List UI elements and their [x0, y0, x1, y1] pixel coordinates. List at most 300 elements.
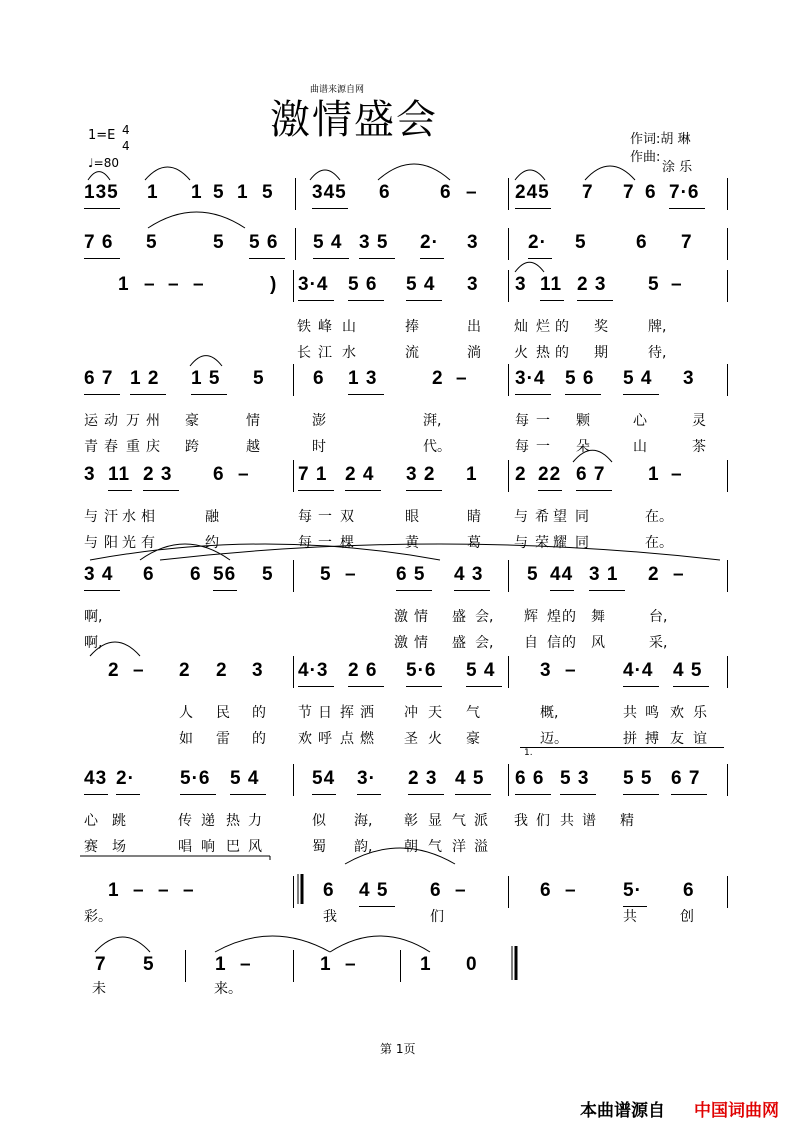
beam-underline	[298, 490, 334, 491]
beam-underline	[623, 794, 659, 795]
note: 6	[313, 368, 325, 389]
note: 1	[320, 954, 332, 975]
lyric-syllable: 力	[248, 813, 262, 829]
note: 11	[108, 464, 131, 485]
note: 5 4	[230, 768, 260, 789]
note: 44	[550, 564, 574, 585]
note: 345	[312, 182, 347, 203]
lyric-syllable: 颗	[576, 413, 590, 429]
lyric-syllable: 每	[298, 509, 312, 525]
lyric-syllable: 显	[428, 813, 442, 829]
slur-arc	[310, 170, 340, 180]
lyric-syllable: 一	[536, 439, 550, 455]
note: –	[673, 564, 685, 585]
lyric-syllable: 赛	[84, 839, 98, 855]
lyric-syllable: 时	[312, 439, 326, 455]
beam-underline	[180, 794, 216, 795]
lyric-syllable: 呼	[318, 731, 332, 747]
lyric-syllable: 响	[201, 839, 215, 855]
note: )	[270, 274, 278, 295]
note: 1 5	[191, 368, 221, 389]
lyric-syllable: 约	[205, 535, 219, 551]
lyric-syllable: 如	[179, 731, 193, 747]
lyric-syllable: 灵	[692, 413, 706, 429]
note: 7 1	[298, 464, 328, 485]
footer-source-label: 本曲谱源自	[580, 1101, 665, 1121]
lyric-line-verse-1	[0, 606, 790, 624]
note: 2	[108, 660, 120, 681]
lyricist-credit: 作词:胡 琳	[630, 132, 691, 147]
lyric-syllable: 盛	[452, 635, 466, 651]
lyric-syllable: 长	[297, 345, 311, 361]
note: 5 4	[623, 368, 653, 389]
note: 1	[466, 464, 478, 485]
barline	[727, 178, 728, 210]
lyric-syllable: 的	[252, 731, 266, 747]
beam-underline	[348, 686, 384, 687]
beam-underline	[515, 394, 551, 395]
note: 6	[213, 464, 225, 485]
note: 2 6	[348, 660, 378, 681]
volta-bracket-line	[520, 747, 724, 748]
barline	[508, 228, 509, 260]
lyric-syllable: 风	[591, 635, 605, 651]
source-watermark: 曲谱来源自网	[310, 85, 365, 95]
note: 5	[213, 182, 225, 203]
score-row	[0, 272, 790, 306]
lyric-syllable: 谊	[693, 731, 707, 747]
beam-underline	[191, 394, 227, 395]
note: 6 7	[576, 464, 606, 485]
lyric-syllable: 民	[216, 705, 230, 721]
note: –	[133, 880, 145, 901]
note: 2 3	[143, 464, 173, 485]
note: –	[671, 274, 683, 295]
lyric-syllable: 山	[633, 439, 647, 455]
note: 6	[636, 232, 648, 253]
lyric-syllable: 会,	[475, 609, 494, 625]
lyric-syllable: 江	[318, 345, 332, 361]
lyric-syllable: 鸣	[645, 705, 659, 721]
note: 6	[143, 564, 155, 585]
lyric-syllable: 火	[514, 345, 528, 361]
lyric-syllable: 牌,	[648, 319, 667, 335]
beam-underline	[454, 590, 490, 591]
lyric-line-verse-2	[0, 436, 790, 454]
barline	[293, 460, 294, 492]
note: 4 3	[454, 564, 484, 585]
beam-underline	[345, 490, 381, 491]
note: 2	[432, 368, 444, 389]
lyric-syllable: 溢	[474, 839, 488, 855]
note: 245	[515, 182, 550, 203]
beam-underline	[406, 300, 442, 301]
beam-underline	[406, 686, 442, 687]
note: 4·4	[623, 660, 654, 681]
footer-site-name: 中国词曲网	[694, 1101, 779, 1121]
note: 3	[252, 660, 264, 681]
lyric-syllable: 火	[428, 731, 442, 747]
lyric-syllable: 共	[623, 909, 637, 925]
note: 1 3	[348, 368, 378, 389]
note: 3	[467, 274, 479, 295]
note: 1 2	[130, 368, 160, 389]
barline	[508, 364, 509, 396]
note: 6	[440, 182, 452, 203]
note: 1	[108, 880, 120, 901]
note: 5·6	[406, 660, 437, 681]
lyric-syllable: 似	[312, 813, 326, 829]
beam-underline	[669, 208, 705, 209]
note: 1	[191, 182, 203, 203]
lyric-syllable: 耀	[553, 535, 567, 551]
barline	[295, 228, 296, 260]
lyric-syllable: 气	[428, 839, 442, 855]
lyric-syllable: 重	[126, 439, 140, 455]
beam-underline	[84, 794, 108, 795]
note: 6	[645, 182, 657, 203]
lyric-syllable: 茶	[692, 439, 706, 455]
beam-underline	[313, 258, 349, 259]
barline	[727, 656, 728, 688]
beam-underline	[550, 590, 574, 591]
lyric-syllable: 在。	[645, 509, 673, 525]
lyric-line-verse-1	[0, 506, 790, 524]
lyric-syllable: 融	[205, 509, 219, 525]
beam-underline	[249, 258, 285, 259]
barline	[293, 764, 294, 796]
note: 5 4	[313, 232, 343, 253]
beam-underline	[230, 794, 266, 795]
lyric-syllable: 拼	[623, 731, 637, 747]
lyric-syllable: 会,	[475, 635, 494, 651]
note: 5	[253, 368, 265, 389]
lyric-syllable: 铁	[297, 319, 311, 335]
lyric-syllable: 圣	[404, 731, 418, 747]
barline	[293, 270, 294, 302]
note: 43	[84, 768, 108, 789]
barline	[727, 228, 728, 260]
lyric-syllable: 未	[92, 981, 106, 997]
lyric-syllable: 春	[104, 439, 118, 455]
lyric-syllable: 我	[514, 813, 528, 829]
lyric-syllable: 挥	[340, 705, 354, 721]
note: 54	[312, 768, 336, 789]
slur-arc	[145, 167, 190, 180]
lyric-syllable: 啊,	[84, 635, 103, 651]
note: 2·	[528, 232, 547, 253]
note: 6 6	[515, 768, 545, 789]
note: 4 5	[673, 660, 703, 681]
beam-underline	[577, 300, 613, 301]
beam-underline	[116, 794, 140, 795]
lyric-syllable: 庆	[146, 439, 160, 455]
lyric-syllable: 相	[141, 509, 155, 525]
note: 1	[147, 182, 159, 203]
note: 1	[648, 464, 660, 485]
note: –	[158, 880, 170, 901]
lyric-syllable: 雷	[216, 731, 230, 747]
lyric-line-verse-2	[0, 532, 790, 550]
note: 2 3	[577, 274, 607, 295]
beam-underline	[348, 300, 384, 301]
beam-underline	[213, 590, 237, 591]
note: 22	[538, 464, 562, 485]
lyric-syllable: 一	[318, 509, 332, 525]
score-row	[0, 562, 790, 596]
lyric-syllable: 盛	[452, 609, 466, 625]
lyric-syllable: 概,	[540, 705, 559, 721]
lyric-syllable: 人	[179, 705, 193, 721]
note: 2	[515, 464, 527, 485]
lyric-syllable: 天	[428, 705, 442, 721]
beam-underline	[298, 300, 334, 301]
barline	[508, 560, 509, 592]
beam-underline	[576, 490, 612, 491]
score-row	[0, 230, 790, 264]
lyric-syllable: 节	[298, 705, 312, 721]
beam-underline	[538, 490, 562, 491]
note: 5	[527, 564, 539, 585]
lyric-syllable: 彰	[404, 813, 418, 829]
lyric-syllable: 越	[246, 439, 260, 455]
lyric-syllable: 热	[536, 345, 550, 361]
lyric-line-verse-2	[0, 836, 790, 854]
lyric-syllable: 信	[547, 635, 561, 651]
note: 3·	[357, 768, 376, 789]
lyric-syllable: 采,	[649, 635, 668, 651]
note: 56	[213, 564, 237, 585]
slur-arc	[95, 937, 150, 952]
time-sig-top: 4	[122, 123, 130, 137]
lyric-syllable: 黄	[405, 535, 419, 551]
lyric-syllable: 激	[394, 609, 408, 625]
beam-underline	[420, 258, 444, 259]
barline	[508, 460, 509, 492]
lyric-line-verse-1	[0, 410, 790, 428]
beam-underline	[84, 258, 120, 259]
note: 5 6	[249, 232, 279, 253]
volta-bracket-label: 1.	[524, 748, 533, 758]
lyric-syllable: 我	[323, 909, 337, 925]
lyric-syllable: 捧	[405, 319, 419, 335]
note: 5	[262, 564, 274, 585]
lyric-syllable: 每	[298, 535, 312, 551]
lyric-syllable: 舞	[591, 609, 605, 625]
lyric-syllable: 淌	[467, 345, 481, 361]
lyric-syllable: 希	[535, 509, 549, 525]
lyric-syllable: 的	[555, 319, 569, 335]
note: 5 5	[623, 768, 653, 789]
note: 2 3	[408, 768, 438, 789]
note: 6	[540, 880, 552, 901]
lyric-syllable: 传	[178, 813, 192, 829]
lyric-syllable: 水	[122, 509, 136, 525]
lyric-syllable: 热	[226, 813, 240, 829]
lyric-syllable: 万	[126, 413, 140, 429]
lyric-syllable: 啊,	[84, 609, 103, 625]
beam-underline	[408, 794, 444, 795]
note: 3·4	[298, 274, 329, 295]
note: 6	[379, 182, 391, 203]
lyric-syllable: 眼	[405, 509, 419, 525]
note: 3	[540, 660, 552, 681]
slur-arc	[330, 936, 430, 952]
barline	[293, 560, 294, 592]
beam-underline	[84, 394, 120, 395]
beam-underline	[560, 794, 596, 795]
lyric-syllable: 流	[405, 345, 419, 361]
beam-underline	[84, 208, 120, 209]
score-row	[0, 462, 790, 496]
note: 1	[237, 182, 249, 203]
lyric-syllable: 冲	[404, 705, 418, 721]
lyric-syllable: 水	[342, 345, 356, 361]
lyric-syllable: 们	[430, 909, 444, 925]
note: 6	[323, 880, 335, 901]
note: 6	[190, 564, 202, 585]
note: –	[466, 182, 478, 203]
lyric-line-verse-1	[0, 978, 790, 996]
note: 3 1	[589, 564, 619, 585]
lyric-syllable: 共	[623, 705, 637, 721]
lyric-syllable: 与	[514, 535, 528, 551]
lyric-syllable: 来。	[214, 981, 242, 997]
beam-underline	[396, 590, 432, 591]
note: 5	[262, 182, 274, 203]
lyric-syllable: 汗	[104, 509, 118, 525]
beam-underline	[406, 490, 442, 491]
lyric-syllable: 峰	[318, 319, 332, 335]
lyric-syllable: 奖	[594, 319, 608, 335]
lyric-line-verse-1	[0, 906, 790, 924]
lyric-syllable: 气	[452, 813, 466, 829]
lyric-syllable: 豪	[185, 413, 199, 429]
lyric-line-verse-1	[0, 702, 790, 720]
beam-underline	[130, 394, 166, 395]
lyric-syllable: 欢	[298, 731, 312, 747]
lyric-syllable: 们	[536, 813, 550, 829]
lyric-syllable: 风	[248, 839, 262, 855]
note: 7	[582, 182, 594, 203]
lyric-syllable: 台,	[649, 609, 668, 625]
lyric-syllable: 日	[318, 705, 332, 721]
barline	[727, 270, 728, 302]
note: –	[456, 368, 468, 389]
lyric-syllable: 睛	[467, 509, 481, 525]
beam-underline	[298, 686, 334, 687]
lyric-syllable: 欢	[670, 705, 684, 721]
page-number: 第 1页	[380, 1042, 416, 1056]
lyric-syllable: 每	[515, 413, 529, 429]
beam-underline	[455, 794, 491, 795]
note: 5	[146, 232, 158, 253]
lyric-syllable: 海,	[354, 813, 373, 829]
lyric-syllable: 的	[562, 635, 576, 651]
lyric-syllable: 唱	[178, 839, 192, 855]
lyric-line-verse-2	[0, 632, 790, 650]
key-signature: 1=E	[88, 128, 116, 143]
barline	[727, 364, 728, 396]
lyric-syllable: 友	[670, 731, 684, 747]
lyric-syllable: 情	[246, 413, 260, 429]
slur-arc	[148, 212, 245, 228]
lyric-syllable: 心	[84, 813, 98, 829]
beam-underline	[515, 208, 551, 209]
lyric-syllable: 与	[514, 509, 528, 525]
note: 5 6	[565, 368, 595, 389]
barline	[293, 364, 294, 396]
composer-label: 作曲:	[630, 150, 661, 165]
barline	[508, 178, 509, 210]
lyric-syllable: 阳	[104, 535, 118, 551]
tempo-marking: ♩=80	[88, 156, 119, 170]
lyric-syllable: 乐	[693, 705, 707, 721]
note: –	[193, 274, 205, 295]
beam-underline	[673, 686, 709, 687]
note: 3 5	[359, 232, 389, 253]
beam-underline	[515, 794, 551, 795]
beam-underline	[357, 794, 381, 795]
note: –	[565, 660, 577, 681]
note: 1	[215, 954, 227, 975]
time-signature	[122, 122, 130, 154]
beam-underline	[84, 590, 120, 591]
lyric-syllable: 精	[620, 813, 634, 829]
note: 7 6	[84, 232, 114, 253]
lyric-syllable: 期	[594, 345, 608, 361]
lyric-syllable: 山	[342, 319, 356, 335]
note: –	[455, 880, 467, 901]
time-sig-bottom: 4	[122, 139, 130, 153]
slur-arc	[585, 166, 635, 180]
note: 1	[420, 954, 432, 975]
note: 5 4	[466, 660, 496, 681]
note: 7	[623, 182, 635, 203]
note: 0	[466, 954, 478, 975]
note: –	[240, 954, 252, 975]
score-row	[0, 658, 790, 692]
beam-underline	[528, 258, 552, 259]
note: 7	[95, 954, 107, 975]
note: 7·6	[669, 182, 700, 203]
note: 3 4	[84, 564, 114, 585]
lyric-syllable: 情	[414, 635, 428, 651]
beam-underline	[348, 394, 384, 395]
beam-underline	[540, 300, 564, 301]
note: 5·	[623, 880, 642, 901]
lyric-syllable: 灿	[514, 319, 528, 335]
lyric-line-verse-2	[0, 342, 790, 360]
slur-arc	[215, 936, 330, 952]
lyric-syllable: 洒	[360, 705, 374, 721]
note: –	[133, 660, 145, 681]
lyric-syllable: 澎	[312, 413, 326, 429]
lyric-syllable: 洋	[452, 839, 466, 855]
note: 1	[118, 274, 130, 295]
note: 4 5	[359, 880, 389, 901]
lyric-syllable: 跨	[185, 439, 199, 455]
score-row	[0, 180, 790, 214]
lyric-syllable: 递	[201, 813, 215, 829]
lyric-syllable: 望	[553, 509, 567, 525]
song-title: 激情盛会	[270, 97, 438, 143]
lyric-syllable: 燃	[360, 731, 374, 747]
note: 2 4	[345, 464, 375, 485]
composer-credit: 涂 乐	[662, 160, 693, 175]
barline	[293, 876, 294, 908]
lyric-syllable: 同	[575, 509, 589, 525]
